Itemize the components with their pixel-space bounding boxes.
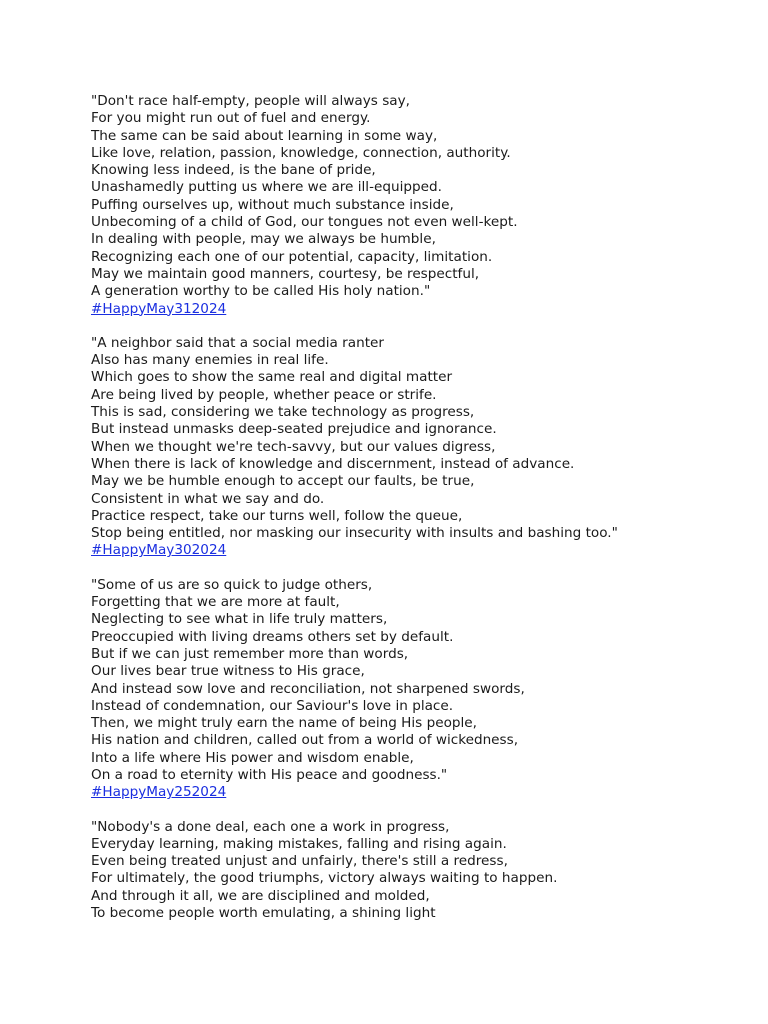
- poem-line: May we be humble enough to accept our faults, be true,: [91, 473, 475, 490]
- poem-may-31: [91, 93, 751, 318]
- document-page: [91, 93, 751, 939]
- poem-line: "Some of us are so quick to judge others,: [91, 576, 373, 593]
- poem-line: A generation worthy to be called His holy nation.": [91, 283, 431, 300]
- poem-line: Our lives bear true witness to His grace,: [91, 663, 365, 680]
- poem-line: And through it all, we are disciplined and molded,: [91, 887, 430, 904]
- poem-may-30: [91, 335, 751, 560]
- hashtag-link[interactable]: #HappyMay252024: [91, 784, 227, 801]
- poem-line: "Nobody's a done deal, each one a work in progress,: [91, 818, 450, 835]
- poem-line: His nation and children, called out from a world of wickedness,: [91, 732, 519, 749]
- poem-line: For ultimately, the good triumphs, victory always waiting to happen.: [91, 870, 558, 887]
- poem-line: Consistent in what we say and do.: [91, 490, 325, 507]
- poem-line: Everyday learning, making mistakes, falling and rising again.: [91, 835, 507, 852]
- poem-line: This is sad, considering we take technology as progress,: [91, 404, 475, 421]
- poem-line: Practice respect, take our turns well, follow the queue,: [91, 507, 463, 524]
- poem-line: "A neighbor said that a social media ranter: [91, 334, 385, 351]
- poem-line: For you might run out of fuel and energy.: [91, 110, 371, 127]
- poem-line: Neglecting to see what in life truly matters,: [91, 611, 388, 628]
- poem-line: Into a life where His power and wisdom enable,: [91, 749, 414, 766]
- poem-line: To become people worth emulating, a shining light: [91, 905, 436, 922]
- poem-line: "Don't race half-empty, people will always say,: [91, 93, 410, 109]
- poem-may-25: [91, 577, 751, 802]
- poem-line: And instead sow love and reconciliation, not sharpened swords,: [91, 680, 525, 697]
- poem-line: Recognizing each one of our potential, capacity, limitation.: [91, 248, 493, 265]
- poem-line: Knowing less indeed, is the bane of pride,: [91, 162, 376, 179]
- poem-line: Instead of condemnation, our Saviour's love in place.: [91, 697, 454, 714]
- poem-line: Forgetting that we are more at fault,: [91, 594, 340, 611]
- poem-in-progress: [91, 819, 751, 923]
- poem-line: The same can be said about learning in some way,: [91, 127, 438, 144]
- poem-line: On a road to eternity with His peace and goodness.": [91, 766, 448, 783]
- poem-line: Also has many enemies in real life.: [91, 352, 329, 369]
- poem-line: Like love, relation, passion, knowledge, connection, authority.: [91, 144, 511, 161]
- poem-line: Are being lived by people, whether peace or strife.: [91, 386, 437, 403]
- poem-line: May we maintain good manners, courtesy, be respectful,: [91, 265, 480, 282]
- poem-line: Puffing ourselves up, without much substance inside,: [91, 196, 454, 213]
- poem-line: Stop being entitled, nor masking our insecurity with insults and bashing too.": [91, 525, 618, 542]
- poem-line: Unbecoming of a child of God, our tongues not even well-kept.: [91, 214, 518, 231]
- poem-line: Which goes to show the same real and digital matter: [91, 369, 453, 386]
- poem-line: Then, we might truly earn the name of being His people,: [91, 715, 477, 732]
- poem-line: Unashamedly putting us where we are ill-equipped.: [91, 179, 442, 196]
- poem-line: But instead unmasks deep-seated prejudice and ignorance.: [91, 421, 497, 438]
- hashtag-link[interactable]: #HappyMay312024: [91, 300, 227, 317]
- poem-line: Preoccupied with living dreams others set by default.: [91, 628, 454, 645]
- poem-line: In dealing with people, may we always be humble,: [91, 231, 436, 248]
- hashtag-link[interactable]: #HappyMay302024: [91, 542, 227, 559]
- poem-line: When there is lack of knowledge and discernment, instead of advance.: [91, 455, 575, 472]
- poem-line: When we thought we're tech-savvy, but our values digress,: [91, 438, 496, 455]
- poem-line: But if we can just remember more than words,: [91, 645, 409, 662]
- poem-line: Even being treated unjust and unfairly, there's still a redress,: [91, 853, 508, 870]
